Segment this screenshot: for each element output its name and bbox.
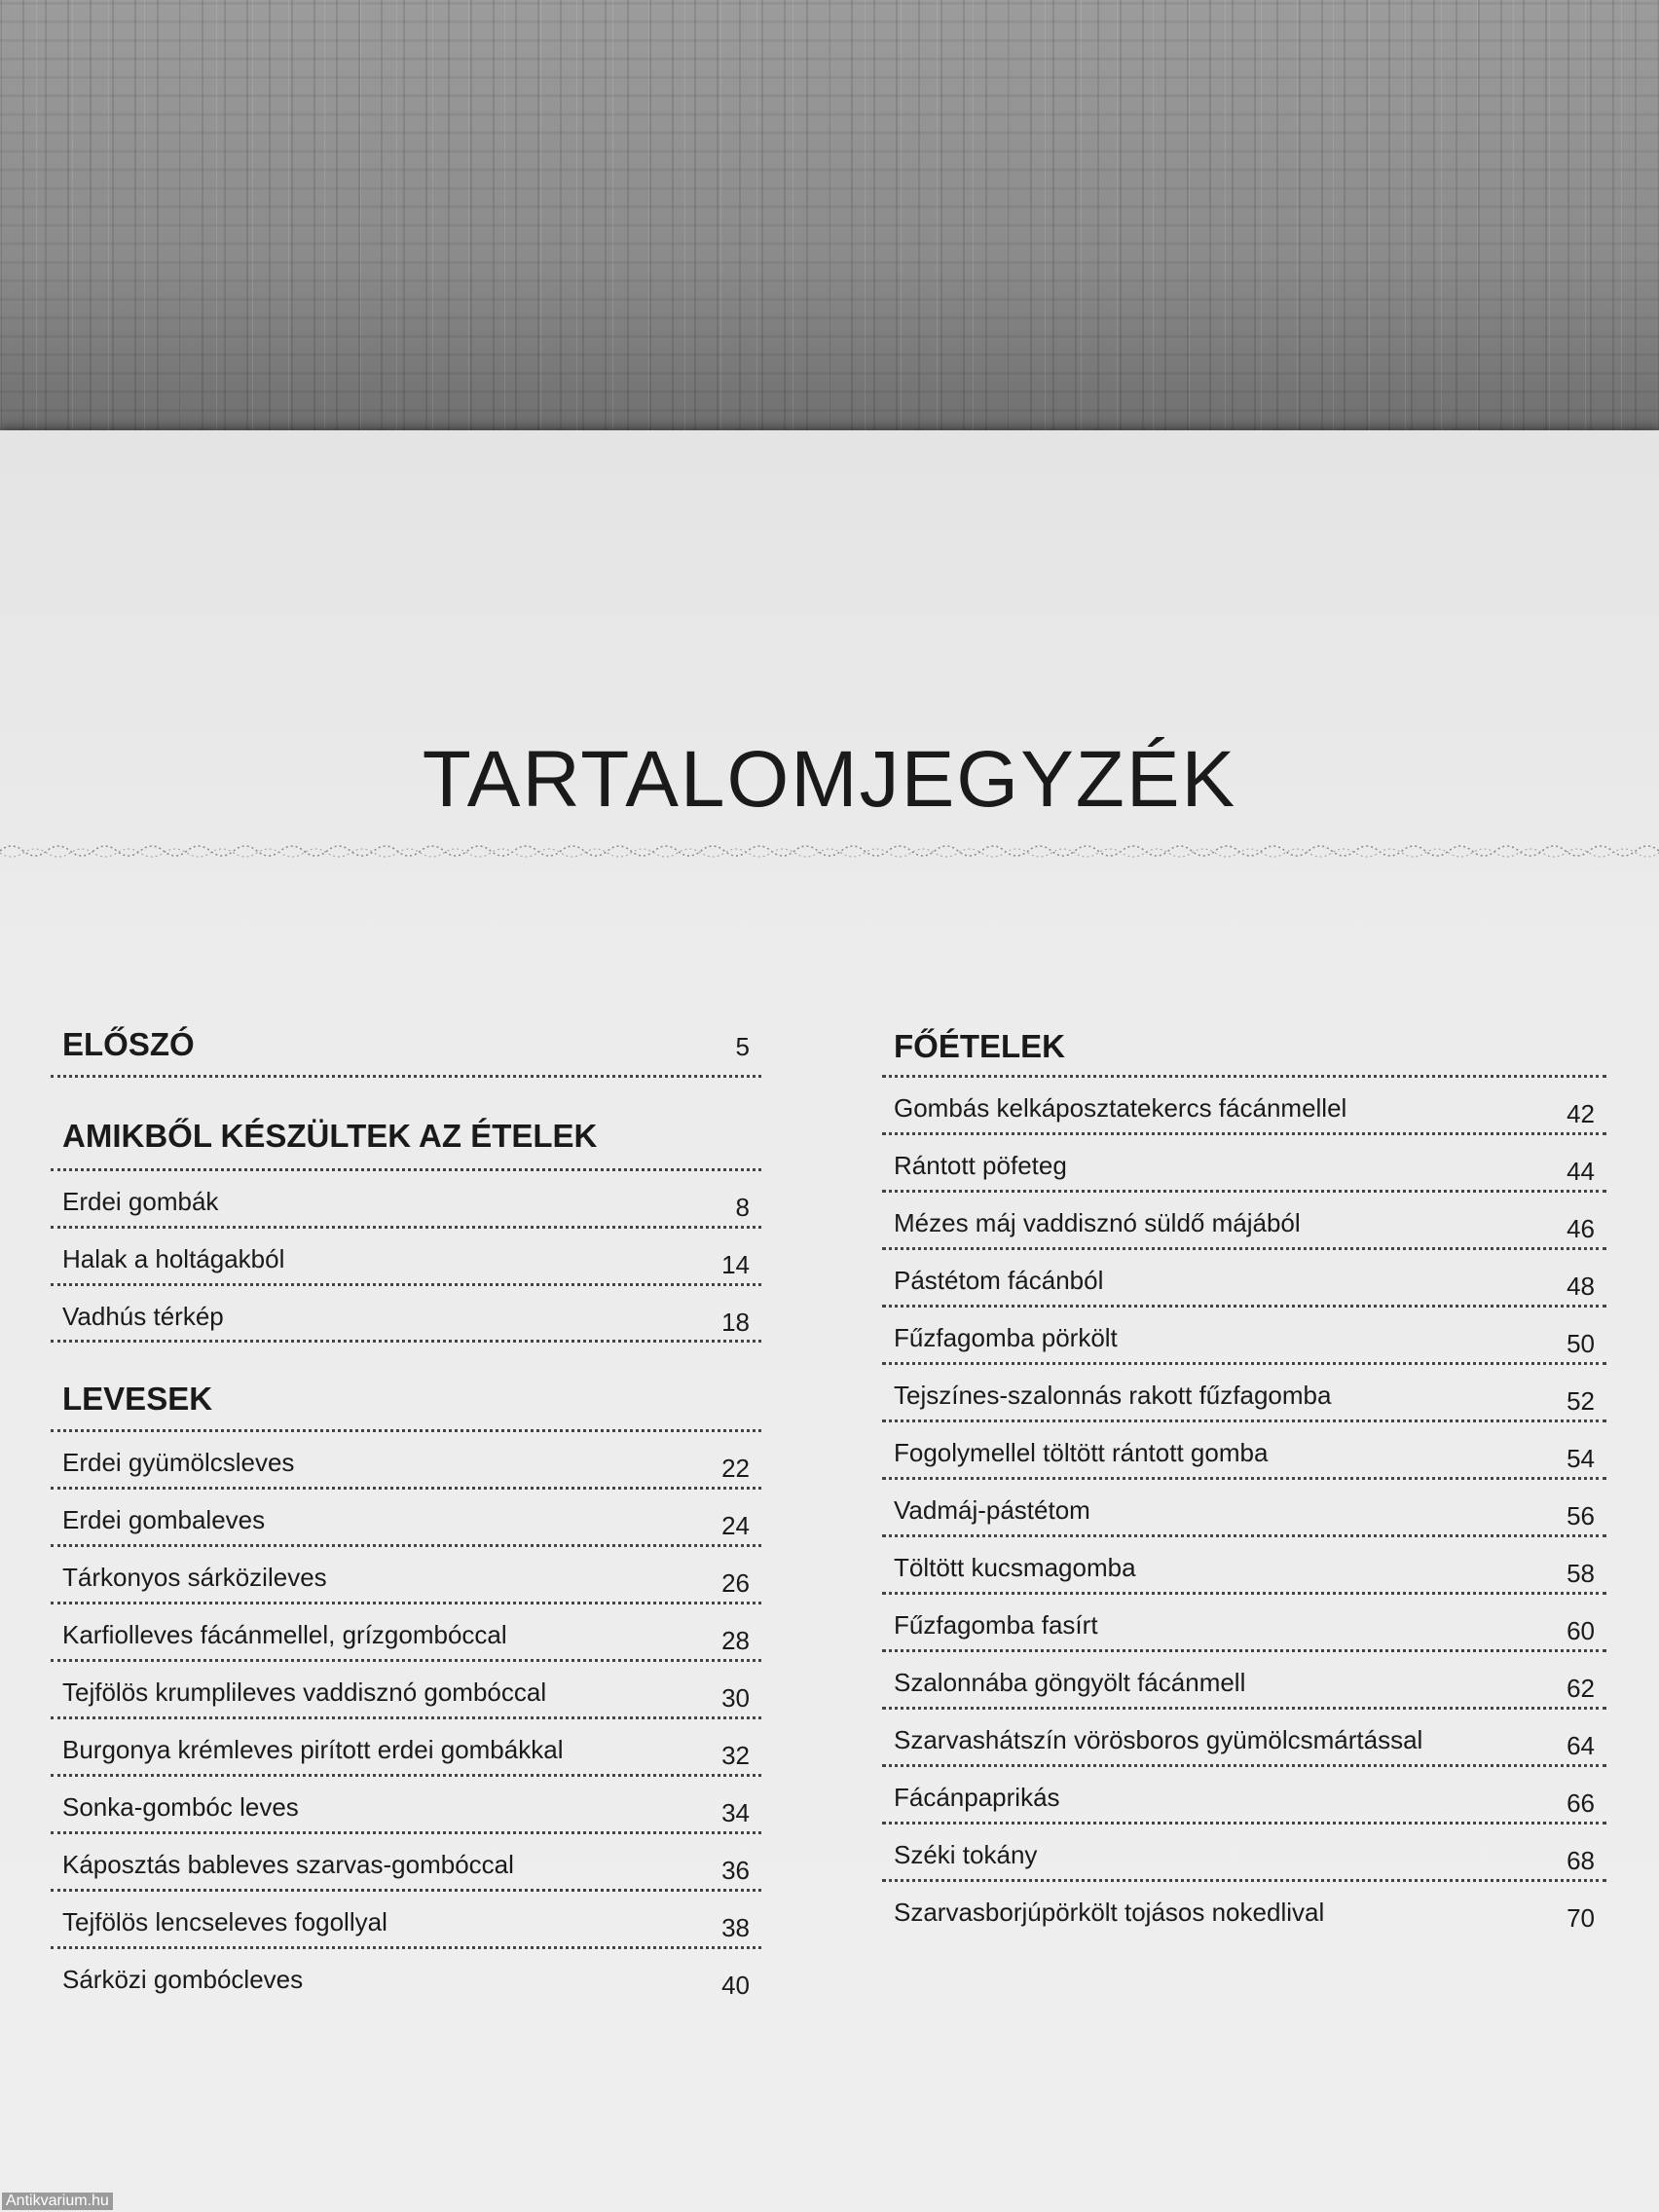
page-number: 14 <box>721 1250 750 1279</box>
entry-title: Erdei gyümölcsleves <box>62 1448 295 1477</box>
toc-entry[interactable] <box>882 1190 1606 1249</box>
entry-title: Szarvasborjúpörkölt tojásos nokedlival <box>894 1898 1325 1927</box>
entry-title: Szarvashátszín vörösboros gyümölcsmártással <box>894 1725 1423 1754</box>
page-number: 50 <box>1567 1329 1595 1358</box>
decorative-wave-divider <box>0 839 1659 863</box>
toc-entry[interactable] <box>51 1226 761 1285</box>
entry-title: Szalonnába göngyölt fácánmell <box>894 1668 1246 1697</box>
entry-title: Gombás kelkáposztatekercs fácánmellel <box>894 1093 1347 1123</box>
entry-title: Töltött kucsmagomba <box>894 1553 1136 1582</box>
section-heading-foetelek: FŐÉTELEK <box>894 1028 1066 1064</box>
book-page <box>0 430 1659 2212</box>
page-number: 24 <box>721 1511 750 1540</box>
entry-title: Tejszínes-szalonnás rakott fűzfagomba <box>894 1381 1332 1410</box>
toc-entry[interactable] <box>51 1487 761 1546</box>
entry-title: Erdei gombaleves <box>62 1505 266 1534</box>
toc-entry[interactable] <box>882 1707 1606 1766</box>
entry-title: Karfiolleves fácánmellel, grízgombóccal <box>62 1620 507 1649</box>
toc-entry[interactable] <box>51 1544 761 1604</box>
page-number: 60 <box>1567 1616 1595 1645</box>
entry-title: Burgonya krémleves pirított erdei gombákkal <box>62 1735 564 1764</box>
toc-entry[interactable] <box>51 1602 761 1661</box>
watermark: Antikvarium.hu <box>2 2193 113 2210</box>
toc-entry[interactable] <box>882 1419 1606 1479</box>
toc-entry[interactable] <box>51 1774 761 1833</box>
page-number: 58 <box>1567 1559 1595 1588</box>
entry-title: Káposztás bableves szarvas-gombóccal <box>62 1850 514 1879</box>
entry-title: Fácánpaprikás <box>894 1783 1060 1812</box>
page-number: 46 <box>1567 1214 1595 1243</box>
entry-title: Rántott pöfeteg <box>894 1151 1067 1180</box>
toc-entry[interactable] <box>51 1659 761 1718</box>
entry-title: Sárközi gombócleves <box>62 1965 304 1994</box>
page-number: 34 <box>721 1798 750 1827</box>
page-number: 64 <box>1567 1731 1595 1760</box>
toc-entry[interactable] <box>882 1247 1606 1307</box>
toc-entry[interactable] <box>51 1429 761 1489</box>
toc-entry[interactable] <box>882 1075 1606 1134</box>
section-heading-levesek: LEVESEK <box>62 1381 213 1417</box>
page-title: TARTALOMJEGYZÉK <box>422 735 1237 824</box>
toc-entry[interactable] <box>51 1831 761 1891</box>
dotted-divider <box>51 1075 761 1078</box>
entry-title: Tárkonyos sárközileves <box>62 1563 327 1592</box>
page-number: 56 <box>1567 1501 1595 1530</box>
dotted-divider <box>51 1340 761 1343</box>
page-number: 32 <box>721 1741 750 1770</box>
page-number: 48 <box>1567 1272 1595 1301</box>
toc-entry[interactable] <box>882 1362 1606 1421</box>
page-number: 36 <box>721 1856 750 1885</box>
entry-title: Halak a holtágakból <box>62 1244 285 1273</box>
toc-entry[interactable] <box>882 1305 1606 1364</box>
section-heading-amikbol: AMIKBŐL KÉSZÜLTEK AZ ÉTELEK <box>62 1118 598 1154</box>
entry-title: Pástétom fácánból <box>894 1266 1104 1295</box>
toc-entry-eloszo[interactable] <box>62 1026 761 1069</box>
page-number: 44 <box>1567 1157 1595 1186</box>
toc-entry[interactable] <box>51 1889 761 1948</box>
section-title-eloszo: ELŐSZÓ <box>62 1026 195 1062</box>
toc-entry[interactable] <box>882 1534 1606 1594</box>
entry-title: Tejfölös krumplileves vaddisznó gombóccal <box>62 1677 547 1707</box>
table-surface-background <box>0 0 1659 430</box>
entry-title: Fűzfagomba fasírt <box>894 1610 1098 1640</box>
entry-title: Sonka-gombóc leves <box>62 1792 299 1822</box>
page-number: 68 <box>1567 1846 1595 1875</box>
toc-entry[interactable] <box>51 1946 761 2006</box>
toc-entry[interactable] <box>882 1592 1606 1651</box>
page-number: 52 <box>1567 1386 1595 1416</box>
toc-entry[interactable] <box>51 1716 761 1776</box>
page-number: 42 <box>1567 1099 1595 1128</box>
page-number: 5 <box>735 1032 750 1061</box>
page-number: 66 <box>1567 1788 1595 1818</box>
page-number: 18 <box>721 1308 750 1337</box>
page-number: 26 <box>721 1568 750 1598</box>
page-number: 22 <box>721 1454 750 1483</box>
page-number: 30 <box>721 1683 750 1713</box>
entry-title: Mézes máj vaddisznó süldő májából <box>894 1208 1301 1237</box>
entry-title: Vadhús térkép <box>62 1302 224 1331</box>
page-number: 8 <box>735 1193 750 1222</box>
toc-entry[interactable] <box>882 1764 1606 1824</box>
page-number: 40 <box>721 1971 750 2000</box>
toc-entry[interactable] <box>51 1283 761 1343</box>
page-number: 38 <box>721 1913 750 1942</box>
entry-title: Fogolymellel töltött rántott gomba <box>894 1438 1269 1467</box>
toc-entry[interactable] <box>882 1132 1606 1192</box>
entry-title: Vadmáj-pástétom <box>894 1495 1090 1525</box>
toc-entry[interactable] <box>882 1477 1606 1536</box>
page-number: 54 <box>1567 1444 1595 1473</box>
entry-title: Erdei gombák <box>62 1187 219 1216</box>
page-number: 62 <box>1567 1674 1595 1703</box>
toc-entry[interactable] <box>51 1168 761 1228</box>
entry-title: Tejfölös lencseleves fogollyal <box>62 1907 387 1936</box>
toc-entry[interactable] <box>882 1822 1606 1881</box>
page-number: 28 <box>721 1626 750 1655</box>
toc-entry[interactable] <box>882 1649 1606 1709</box>
entry-title: Fűzfagomba pörkölt <box>894 1323 1118 1352</box>
entry-title: Széki tokány <box>894 1840 1038 1869</box>
page-number: 70 <box>1567 1903 1595 1933</box>
toc-entry[interactable] <box>882 1879 1606 1938</box>
